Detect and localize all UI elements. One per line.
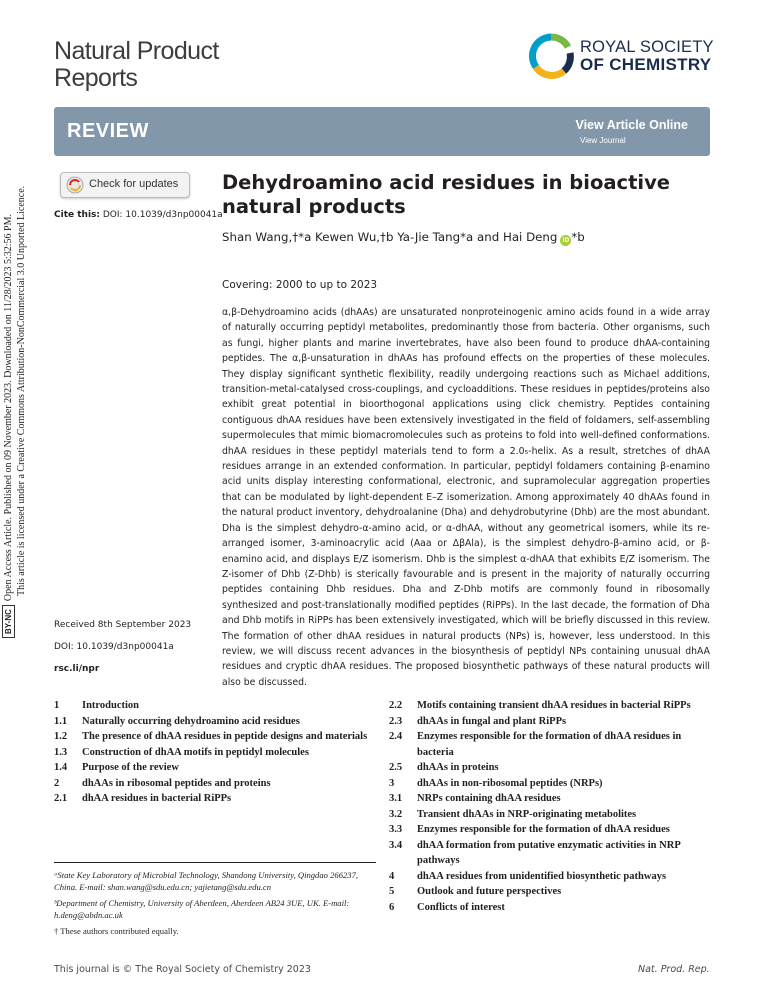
article-title: Dehydroamino acid residues in bioactive natural products [222,171,671,218]
toc-item[interactable]: 2 dhAAs in ribosomal peptides and proteins [54,777,271,789]
cc-license-badge[interactable]: BY-NC [2,605,15,638]
footnote-equal-contribution: † These authors contributed equally. [54,925,179,936]
author-list [222,230,712,246]
rsc-logo-icon [528,33,574,79]
cite-label: Cite this: [54,210,100,220]
footer-copyright: This journal is © The Royal Society of Chemistry 2023 [54,964,311,975]
authors-text: Shan Wang,†*a Kewen Wu,†b Ya-Jie Tang*a and Hai Deng [222,230,558,244]
affiliation-footnotes [54,869,376,940]
journal-title-line1: Natural Product [54,37,219,65]
check-updates-icon [66,176,84,194]
received-date: Received 8th September 2023 [54,620,192,630]
toc-item[interactable]: 5 Outlook and future perspectives [389,886,562,897]
toc-left-column [54,698,376,807]
toc-item[interactable]: 2.2 Motifs containing transient dhAA residues in bacterial RiPPs [389,700,691,711]
article-doi[interactable]: DOI: 10.1039/d3np00041a [54,642,174,652]
toc-item[interactable]: 4 dhAA residues from unidentified biosynthetic pathways [389,870,667,882]
toc-item[interactable]: 1.3 Construction of dhAA motifs in peptidyl molecules [54,746,309,758]
check-updates-label: Check for updates [89,178,179,190]
section-header-bar [54,107,710,156]
toc-item[interactable]: 3 dhAAs in non-ribosomal peptides (NRPs) [389,777,603,789]
section-label: REVIEW [67,120,149,142]
abstract: α,β-Dehydroamino acids (dhAAs) are unsaturated nonproteinogenic amino acids found in a wide array of naturally occurring peptidyl metabolites, predominantly those from bacteria. Other organisms, such as fungi, higher plants and marine invertebrates, have also been found to produce dhAA-containing peptides. The α,β-unsaturation in dhAAs has profound effects on the properties of these molecules. They display significant synthetic flexibility, readily undergoing reactions such as Michael additions, transition-metal-catalysed cross-couplings, and cycloadditions. These residues in peptides/proteins also exhibit great potential in bioorthogonal applications using click chemistry. Peptides containing contiguous dhAA residues have been extensively investigated in the field of foldamers, self-assembling supermolecules that mimic biomacromolecules such as proteins to fold into well-defined conformations. dhAA residues in these peptidyl materials tend to form a 2.0₅-helix. As a result, stretches of dhAA residues arrange in an extended conformation. In particular, peptidyl foldamers containing β-enamino acid units display interesting conformational, electronic, and supramolecular aggregation properties that can be modulated by light-dependent E–Z isomerization. Among approximately 40 dhAAs found in the natural product inventory, dehydroalanine (Dha) and dehydrobutyrine (Dhb) are the most abundant. Dha is the simplest dehydro-α-amino acid, or α-dhAA, without any geometrical isomers, while its re-arranged isomer, 3-aminoacrylic acid (Aaa or ΔβAla), is the simplest dehydro-β-amino acid, or β-enamino acid, and displays E/Z isomerism. Dhb is the simplest α-dhAA that exhibits E/Z isomerism. The Z-isomer of Dhb (Z-Dhb) is sterically favourable and is present in the majority of naturally occurring peptides containing Dhb residues. Dha and Z-Dhb motifs are commonly found in ribosomally synthesized and post-translationally modified peptides (RiPPs). In the last decade, the formation of Dha and Dhb motifs in RiPPs has been extensively investigated, which will be briefly discussed in this review. The formation of other dhAA residues in natural products (NPs) is, however, less understood. In this review, we will discuss recent advances in the biosynthesis of peptidyl NPs containing unusual dhAA residues and cryptic dhAA residues. The proposed biosynthetic pathways of these natural products will also be discussed. [222,307,710,688]
toc-item[interactable]: 1.2 The presence of dhAA residues in peptide designs and materials [54,731,368,742]
footnote-divider [54,862,376,863]
orcid-icon[interactable]: iD [562,237,570,244]
cite-doi[interactable]: DOI: 10.1039/d3np00041a [102,210,223,220]
toc-item[interactable]: 6 Conflicts of interest [389,901,505,913]
publisher-line2: OF CHEMISTRY [580,55,712,74]
toc-item[interactable]: 2.4 Enzymes responsible for the formation of dhAA residues in bacteria [389,731,682,758]
publisher-line1: ROYAL SOCIETY [580,38,714,56]
toc-item[interactable]: 3.4 dhAA formation from putative enzymatic activities in NRP pathways [389,839,681,866]
covering-period: Covering: 2000 to up to 2023 [222,279,378,291]
toc-item[interactable]: 3.1 NRPs containing dhAA residues [389,793,561,804]
authors-tail: *b [571,230,585,244]
view-article-online-link[interactable]: View Article Online [575,118,688,132]
toc-item[interactable]: 1.1 Naturally occurring dehydroamino acid residues [54,715,300,727]
toc-item[interactable]: 2.1 dhAA residues in bacterial RiPPs [54,793,232,804]
toc-item[interactable]: 3.3 Enzymes responsible for the formation of dhAA residues [389,824,670,835]
license-strip [2,118,36,638]
check-for-updates-button[interactable] [60,172,190,198]
toc-item[interactable]: 1 Introduction [54,700,139,711]
toc-item[interactable]: 1.4 Purpose of the review [54,762,179,773]
toc-item[interactable]: 3.2 Transient dhAAs in NRP-originating metabolites [389,808,637,820]
rsc-logo [528,33,718,79]
cite-this [54,210,223,220]
toc-right-column [389,698,710,915]
footer-journal-abbrev: Nat. Prod. Rep. [638,964,710,975]
footnote-affiliation-a: ᵃState Key Laboratory of Microbial Technology, Shandong University, Qingdao 266237, China. E-mail: shan.wang@sdu.edu.cn; yajietang@sdu.edu.cn [54,870,359,893]
footnote-affiliation-b: ᵇDepartment of Chemistry, University of Aberdeen, Aberdeen AB24 3UE, UK. E-mail: h.deng@abdn.ac.uk [54,897,350,921]
license-line1: Open Access Article. Published on 09 November 2023. Downloaded on 11/28/2023 5:32:56 PM. [3,214,14,602]
view-journal-link[interactable]: View Journal [580,136,626,145]
journal-title [54,38,314,92]
journal-title-line2: Reports [54,64,138,92]
toc-item[interactable]: 2.5 dhAAs in proteins [389,762,499,773]
toc-item[interactable]: 2.3 dhAAs in fungal and plant RiPPs [389,715,567,727]
journal-short-link[interactable]: rsc.li/npr [54,664,100,674]
license-line2: This article is licensed under a Creative Commons Attribution-NonCommercial 3.0 Unported Licence. [16,185,27,596]
